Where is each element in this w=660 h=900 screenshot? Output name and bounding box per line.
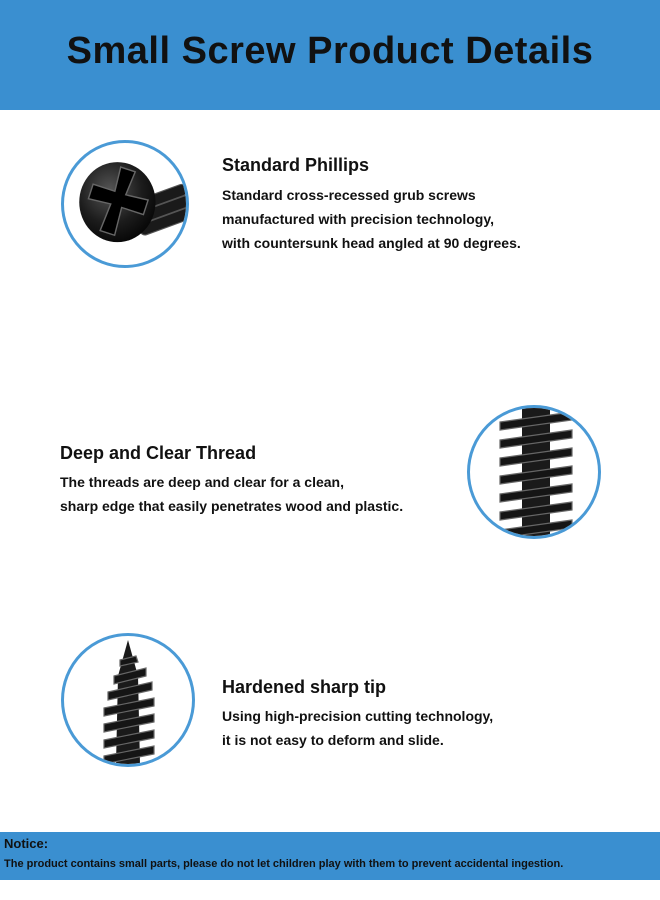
screw-tip-icon (61, 633, 195, 767)
feature-line: sharp edge that easily penetrates wood and plastic. (60, 498, 404, 514)
header-banner (0, 0, 660, 110)
feature-title-phillips: Standard Phillips (222, 155, 370, 175)
feature-line: manufactured with precision technology, (222, 211, 494, 227)
feature-line: with countersunk head angled at 90 degrees. (222, 235, 521, 251)
feature-description-phillips (222, 183, 521, 255)
feature-line: it is not easy to deform and slide. (222, 732, 444, 748)
notice-text: The product contains small parts, please do not let children play with them to prevent accidental ingestion. (4, 858, 564, 870)
feature-line: Standard cross-recessed grub screws (222, 187, 476, 203)
notice-banner (0, 832, 660, 880)
screw-thread-icon (467, 405, 601, 539)
page-title: Small Screw Product Details (66, 30, 594, 72)
phillips-screw-head-icon (61, 140, 189, 268)
feature-title-tip: Hardened sharp tip (222, 677, 387, 697)
feature-line: The threads are deep and clear for a clean, (60, 474, 344, 490)
feature-description-tip (222, 704, 493, 752)
feature-line: Using high-precision cutting technology, (222, 708, 494, 724)
notice-title: Notice: (4, 836, 49, 851)
feature-title-thread: Deep and Clear Thread (60, 443, 257, 463)
feature-description-thread (60, 470, 403, 518)
